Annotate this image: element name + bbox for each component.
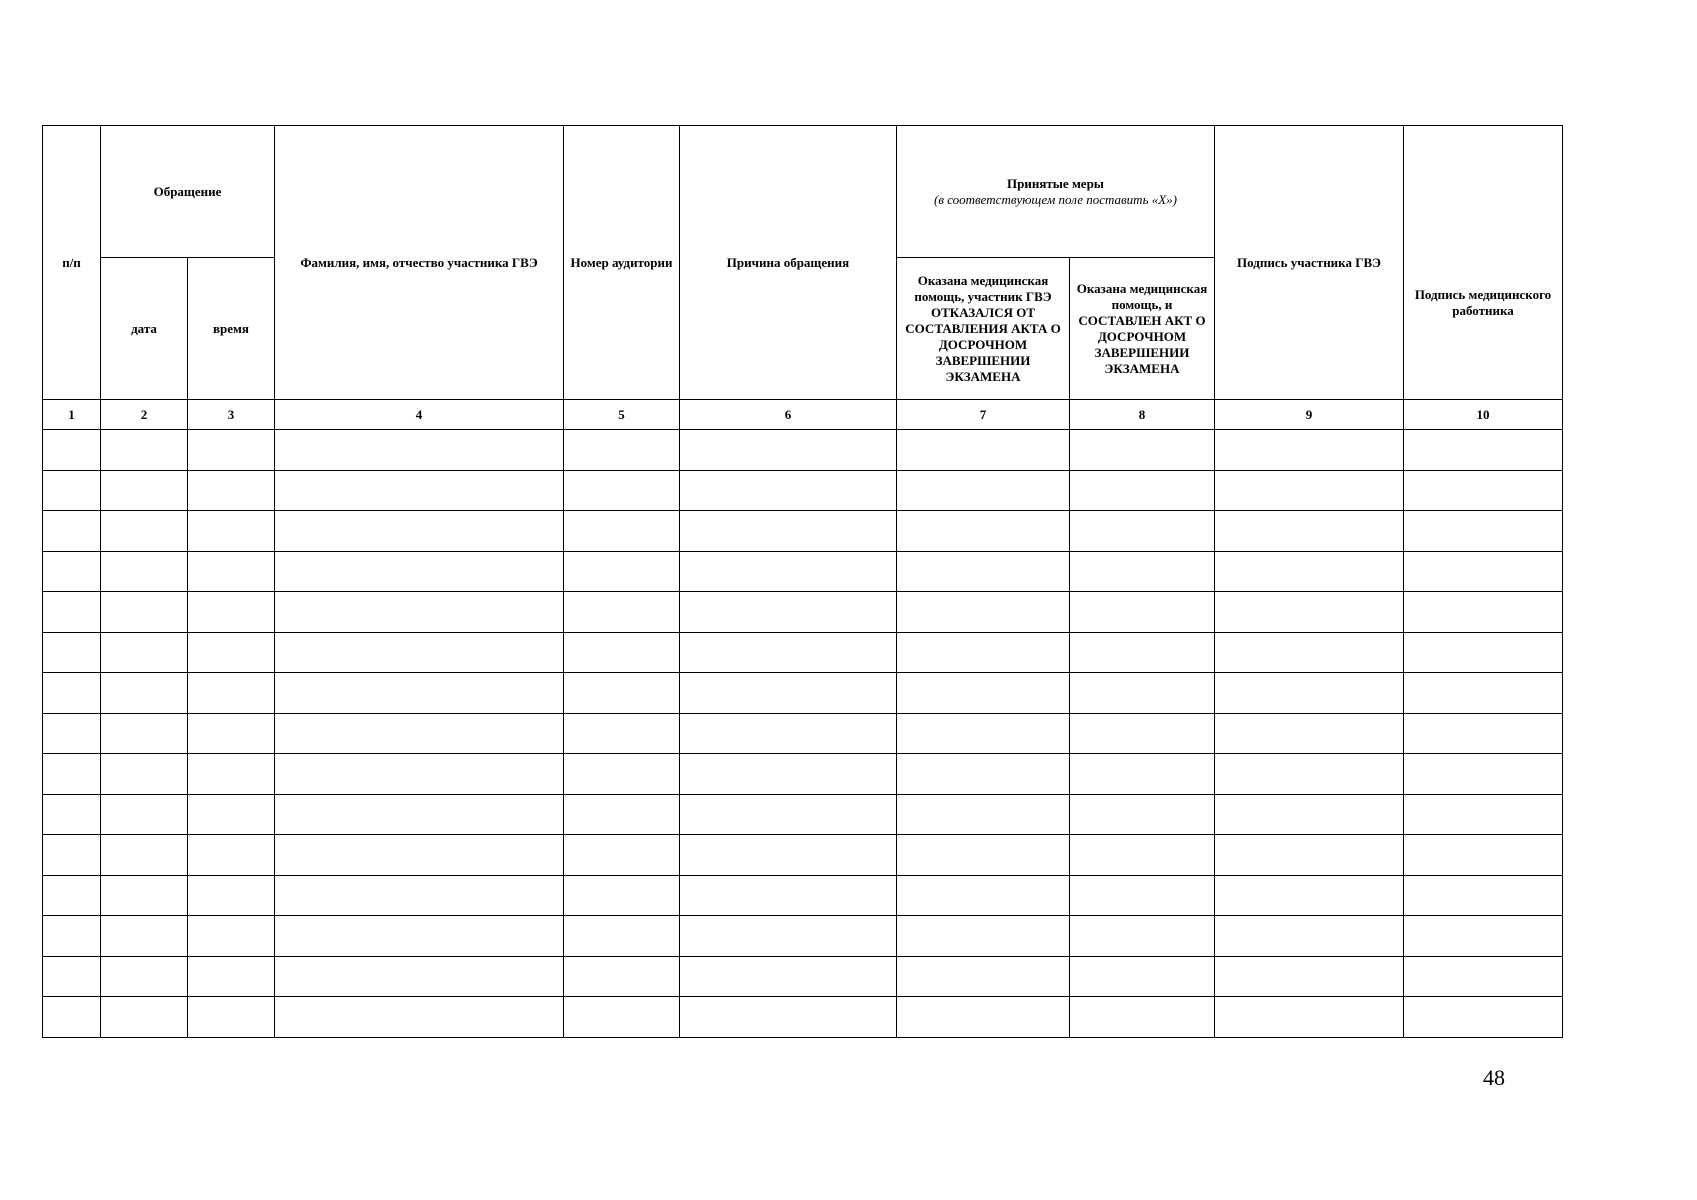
empty-cell[interactable] — [680, 835, 897, 876]
empty-cell[interactable] — [1404, 673, 1563, 714]
empty-cell[interactable] — [188, 511, 275, 552]
page-number: 48 — [1483, 1065, 1505, 1090]
empty-cell[interactable] — [43, 754, 101, 795]
empty-cell[interactable] — [43, 794, 101, 835]
empty-cell[interactable] — [188, 713, 275, 754]
empty-cell[interactable] — [43, 835, 101, 876]
empty-cell[interactable] — [897, 430, 1070, 471]
empty-cell[interactable] — [564, 470, 680, 511]
empty-cell[interactable] — [1215, 875, 1404, 916]
table-row — [43, 835, 1563, 876]
empty-cell[interactable] — [1404, 430, 1563, 471]
empty-cell[interactable] — [43, 673, 101, 714]
empty-cell[interactable] — [680, 511, 897, 552]
empty-cell[interactable] — [101, 916, 188, 957]
empty-cell[interactable] — [680, 713, 897, 754]
empty-cell[interactable] — [1404, 511, 1563, 552]
empty-cell[interactable] — [680, 916, 897, 957]
header-num: п/п — [43, 126, 101, 400]
empty-cell[interactable] — [275, 794, 564, 835]
empty-cell[interactable] — [275, 997, 564, 1038]
empty-cell[interactable] — [101, 997, 188, 1038]
empty-cell[interactable] — [101, 430, 188, 471]
empty-cell[interactable] — [1215, 956, 1404, 997]
empty-cell[interactable] — [1215, 835, 1404, 876]
empty-cell[interactable] — [564, 632, 680, 673]
table-row — [43, 997, 1563, 1038]
empty-cell[interactable] — [101, 875, 188, 916]
empty-cell[interactable] — [1215, 430, 1404, 471]
empty-cell[interactable] — [188, 632, 275, 673]
empty-cell[interactable] — [564, 673, 680, 714]
empty-cell[interactable] — [1070, 632, 1215, 673]
column-number: 9 — [1215, 400, 1404, 430]
empty-cell[interactable] — [101, 794, 188, 835]
column-number: 3 — [188, 400, 275, 430]
empty-cell[interactable] — [101, 632, 188, 673]
table-row — [43, 551, 1563, 592]
empty-cell[interactable] — [1215, 632, 1404, 673]
empty-cell[interactable] — [188, 430, 275, 471]
empty-cell[interactable] — [680, 551, 897, 592]
empty-cell[interactable] — [680, 875, 897, 916]
table-row — [43, 754, 1563, 795]
column-number-row — [43, 400, 1563, 430]
empty-cell[interactable] — [101, 592, 188, 633]
empty-cell[interactable] — [1070, 916, 1215, 957]
empty-cell[interactable] — [897, 713, 1070, 754]
header-measure-refused: Оказана медицинская помощь, участник ГВЭ ОТКАЗАЛСЯ ОТ СОСТАВЛЕНИЯ АКТА О ДОСРОЧНОМ ЗАВЕРШЕНИИ ЭКЗАМЕНА — [897, 258, 1070, 400]
empty-cell[interactable] — [564, 551, 680, 592]
empty-cell[interactable] — [275, 754, 564, 795]
empty-cell[interactable] — [564, 997, 680, 1038]
empty-cell[interactable] — [897, 997, 1070, 1038]
empty-cell[interactable] — [564, 754, 680, 795]
empty-cell[interactable] — [564, 956, 680, 997]
empty-cell[interactable] — [1215, 592, 1404, 633]
header-fio: Фамилия, имя, отчество участника ГВЭ — [275, 126, 564, 400]
empty-cell[interactable] — [564, 794, 680, 835]
empty-cell[interactable] — [275, 430, 564, 471]
empty-cell[interactable] — [1215, 511, 1404, 552]
empty-cell[interactable] — [188, 551, 275, 592]
empty-cell[interactable] — [188, 997, 275, 1038]
measures-title: Принятые меры — [1007, 175, 1104, 191]
empty-cell[interactable] — [275, 835, 564, 876]
empty-cell[interactable] — [101, 470, 188, 511]
empty-cell[interactable] — [43, 632, 101, 673]
empty-cell[interactable] — [897, 511, 1070, 552]
empty-cell[interactable] — [897, 754, 1070, 795]
column-number: 10 — [1404, 400, 1563, 430]
empty-cell[interactable] — [188, 916, 275, 957]
column-number: 8 — [1070, 400, 1215, 430]
header-measures — [897, 126, 1215, 258]
empty-cell[interactable] — [1070, 470, 1215, 511]
empty-cell[interactable] — [1070, 511, 1215, 552]
empty-cell[interactable] — [1215, 794, 1404, 835]
empty-cell[interactable] — [275, 592, 564, 633]
empty-cell[interactable] — [1215, 713, 1404, 754]
empty-cell[interactable] — [275, 551, 564, 592]
header-row-top — [43, 126, 1563, 258]
empty-cell[interactable] — [1404, 592, 1563, 633]
header-measure-act: Оказана медицинская помощь, и СОСТАВЛЕН АКТ О ДОСРОЧНОМ ЗАВЕРШЕНИИ ЭКЗАМЕНА — [1070, 258, 1215, 400]
empty-cell[interactable] — [1070, 673, 1215, 714]
empty-cell[interactable] — [188, 835, 275, 876]
empty-cell[interactable] — [275, 875, 564, 916]
empty-cell[interactable] — [275, 632, 564, 673]
empty-cell[interactable] — [1070, 754, 1215, 795]
empty-cell[interactable] — [680, 430, 897, 471]
empty-cell[interactable] — [897, 794, 1070, 835]
empty-cell[interactable] — [43, 916, 101, 957]
empty-cell[interactable] — [897, 470, 1070, 511]
empty-cell[interactable] — [897, 956, 1070, 997]
header-time: время — [188, 258, 275, 400]
column-number: 4 — [275, 400, 564, 430]
table-row — [43, 713, 1563, 754]
empty-cell[interactable] — [275, 713, 564, 754]
table-row — [43, 673, 1563, 714]
empty-cell[interactable] — [1404, 997, 1563, 1038]
empty-cell[interactable] — [1070, 713, 1215, 754]
header-participant-signature: Подпись участника ГВЭ — [1215, 126, 1404, 400]
empty-cell[interactable] — [101, 551, 188, 592]
empty-cell[interactable] — [1070, 592, 1215, 633]
empty-cell[interactable] — [564, 430, 680, 471]
empty-cell[interactable] — [680, 997, 897, 1038]
empty-cell[interactable] — [101, 713, 188, 754]
column-number: 1 — [43, 400, 101, 430]
empty-cell[interactable] — [897, 551, 1070, 592]
column-number: 7 — [897, 400, 1070, 430]
column-number: 6 — [680, 400, 897, 430]
empty-cell[interactable] — [101, 673, 188, 714]
header-reason: Причина обращения — [680, 126, 897, 400]
empty-cell[interactable] — [897, 673, 1070, 714]
table-row — [43, 875, 1563, 916]
empty-cell[interactable] — [43, 713, 101, 754]
empty-cell[interactable] — [188, 470, 275, 511]
empty-cell[interactable] — [680, 956, 897, 997]
header-room: Номер аудитории — [564, 126, 680, 400]
empty-cell[interactable] — [1215, 551, 1404, 592]
empty-cell[interactable] — [1215, 470, 1404, 511]
empty-cell[interactable] — [1070, 794, 1215, 835]
table-row — [43, 511, 1563, 552]
empty-cell[interactable] — [564, 916, 680, 957]
empty-cell[interactable] — [1215, 673, 1404, 714]
empty-cell[interactable] — [680, 592, 897, 633]
empty-cell[interactable] — [1404, 551, 1563, 592]
table-row — [43, 794, 1563, 835]
empty-cell[interactable] — [275, 673, 564, 714]
empty-cell[interactable] — [1070, 997, 1215, 1038]
empty-cell[interactable] — [188, 673, 275, 714]
empty-cell[interactable] — [43, 997, 101, 1038]
empty-cell[interactable] — [897, 835, 1070, 876]
empty-cell[interactable] — [897, 916, 1070, 957]
empty-cell[interactable] — [188, 956, 275, 997]
empty-cell[interactable] — [1404, 835, 1563, 876]
empty-cell[interactable] — [188, 754, 275, 795]
empty-cell[interactable] — [188, 875, 275, 916]
empty-cell[interactable] — [680, 754, 897, 795]
empty-cell[interactable] — [897, 632, 1070, 673]
empty-cell[interactable] — [897, 592, 1070, 633]
empty-cell[interactable] — [43, 470, 101, 511]
empty-cell[interactable] — [1070, 835, 1215, 876]
medical-journal-table — [42, 125, 1563, 1038]
empty-cell[interactable] — [1404, 470, 1563, 511]
table-row — [43, 470, 1563, 511]
header-appeal: Обращение — [101, 126, 275, 258]
empty-cell[interactable] — [43, 511, 101, 552]
empty-cell[interactable] — [897, 875, 1070, 916]
table-row — [43, 430, 1563, 471]
empty-cell[interactable] — [1070, 430, 1215, 471]
empty-cell[interactable] — [1215, 916, 1404, 957]
empty-cell[interactable] — [1404, 794, 1563, 835]
empty-cell[interactable] — [564, 592, 680, 633]
empty-cell[interactable] — [680, 632, 897, 673]
empty-cell[interactable] — [680, 673, 897, 714]
empty-cell[interactable] — [1404, 754, 1563, 795]
empty-cell[interactable] — [1070, 875, 1215, 916]
empty-cell[interactable] — [275, 956, 564, 997]
empty-cell[interactable] — [1404, 713, 1563, 754]
empty-cell[interactable] — [275, 511, 564, 552]
empty-cell[interactable] — [101, 511, 188, 552]
column-number: 2 — [101, 400, 188, 430]
table-row — [43, 632, 1563, 673]
measures-note: (в соответствующем поле поставить «Х») — [933, 191, 1178, 207]
empty-cell[interactable] — [101, 956, 188, 997]
empty-cell[interactable] — [43, 592, 101, 633]
empty-cell[interactable] — [1404, 875, 1563, 916]
empty-cell[interactable] — [1070, 551, 1215, 592]
empty-cell[interactable] — [1404, 916, 1563, 957]
empty-cell[interactable] — [1215, 754, 1404, 795]
empty-cell[interactable] — [188, 794, 275, 835]
empty-cell[interactable] — [1070, 956, 1215, 997]
empty-cell[interactable] — [188, 592, 275, 633]
empty-cell[interactable] — [564, 835, 680, 876]
empty-cell[interactable] — [680, 470, 897, 511]
header-medic-signature: Подпись медицинского работника — [1404, 126, 1563, 400]
table-row — [43, 956, 1563, 997]
empty-cell[interactable] — [1215, 997, 1404, 1038]
empty-cell[interactable] — [275, 470, 564, 511]
empty-cell[interactable] — [101, 835, 188, 876]
empty-cell[interactable] — [43, 875, 101, 916]
empty-cell[interactable] — [1404, 632, 1563, 673]
column-number: 5 — [564, 400, 680, 430]
table-row — [43, 916, 1563, 957]
empty-cell[interactable] — [564, 875, 680, 916]
table-row — [43, 592, 1563, 633]
empty-cell[interactable] — [101, 754, 188, 795]
empty-cell[interactable] — [43, 430, 101, 471]
empty-cell[interactable] — [680, 794, 897, 835]
empty-cell[interactable] — [564, 511, 680, 552]
header-date: дата — [101, 258, 188, 400]
empty-cell[interactable] — [43, 551, 101, 592]
empty-cell[interactable] — [275, 916, 564, 957]
empty-cell[interactable] — [43, 956, 101, 997]
empty-cell[interactable] — [1404, 956, 1563, 997]
empty-cell[interactable] — [564, 713, 680, 754]
